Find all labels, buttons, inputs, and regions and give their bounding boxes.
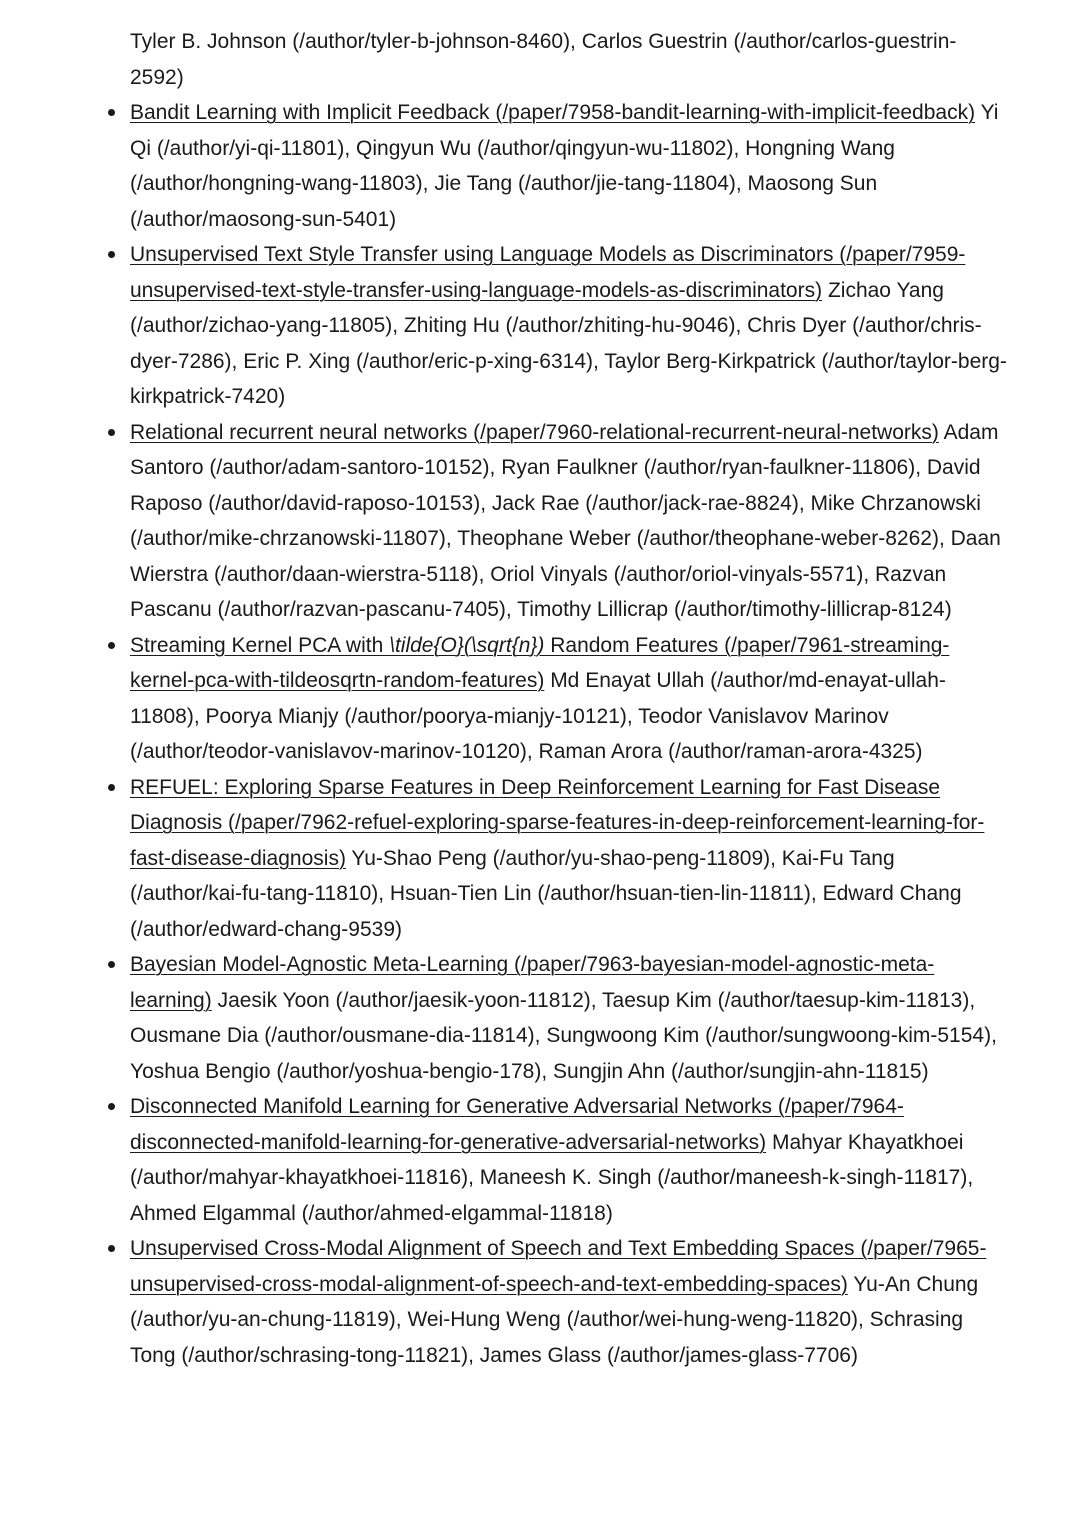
paper-link-suffix: Random Features (/paper/7961-streaming-kernel-pca-with-tildeosqrtn-random-features) bbox=[130, 633, 950, 692]
list-item bbox=[130, 237, 1010, 415]
bullet-icon bbox=[108, 429, 115, 436]
paper-link[interactable]: Relational recurrent neural networks (/paper/7960-relational-recurrent-neural-networks) bbox=[130, 420, 939, 444]
list-item bbox=[130, 415, 1010, 628]
paper-link[interactable]: REFUEL: Exploring Sparse Features in Deep Reinforcement Learning for Fast Disease Diagnosis (/paper/7962-refuel-exploring-sparse-features-in-deep-reinforcement-learning-for-fast-disease-diagnosis) bbox=[130, 775, 985, 870]
author-list: Yu-Shao Peng (/author/yu-shao-peng-11809), Kai-Fu Tang (/author/kai-fu-tang-11810), Hsuan-Tien Lin (/author/hsuan-tien-lin-11811), Edward Chang (/author/edward-chang-9539) bbox=[130, 846, 962, 941]
bullet-icon bbox=[108, 1103, 115, 1110]
author-list: Mahyar Khayatkhoei (/author/mahyar-khayatkhoei-11816), Maneesh K. Singh (/author/maneesh-k-singh-11817), Ahmed Elgammal (/author/ahmed-elgammal-11818) bbox=[130, 1130, 974, 1225]
list-item bbox=[130, 1231, 1010, 1373]
bullet-icon bbox=[108, 251, 115, 258]
bullet-icon bbox=[108, 961, 115, 968]
continued-author-list: Tyler B. Johnson (/author/tyler-b-johnson-8460), Carlos Guestrin (/author/carlos-guestrin-2592) bbox=[130, 30, 957, 89]
paper-link-prefix: Streaming Kernel PCA with bbox=[130, 633, 390, 657]
bullet-icon bbox=[108, 642, 115, 649]
author-list: Md Enayat Ullah (/author/md-enayat-ullah-11808), Poorya Mianjy (/author/poorya-mianjy-10121), Teodor Vanislavov Marinov (/author/teodor-vanislavov-marinov-10120), Raman Arora (/author/raman-arora-4325) bbox=[130, 669, 946, 763]
paper-link[interactable]: Bandit Learning with Implicit Feedback (/paper/7958-bandit-learning-with-implicit-feedback) bbox=[130, 101, 976, 124]
author-list: Adam Santoro (/author/adam-santoro-10152), Ryan Faulkner (/author/ryan-faulkner-11806), David Raposo (/author/david-raposo-10153), Jack Rae (/author/jack-rae-8824), Mike Chrzanowski (/author/mike-chrzanowski-11807), Theophane Weber (/author/theophane-weber-8262), Daan Wierstra (/author/daan-wierstra-5118), Oriol Vinyals (/author/oriol-vinyals-5571), Razvan Pascanu (/author/razvan-pascanu-7405), Timothy Lillicrap (/author/timothy-lillicrap-8124) bbox=[130, 420, 1001, 621]
bullet-icon bbox=[108, 784, 115, 791]
paper-link-math: \tilde{O}(\sqrt{n}) bbox=[389, 633, 545, 657]
paper-link[interactable]: Bayesian Model-Agnostic Meta-Learning (/paper/7963-bayesian-model-agnostic-meta-learning) bbox=[130, 953, 935, 1012]
paper-link[interactable]: Unsupervised Text Style Transfer using Language Models as Discriminators (/paper/7959-unsupervised-text-style-transfer-using-language-models-as-discriminators) bbox=[130, 243, 966, 302]
paper-link[interactable]: Disconnected Manifold Learning for Generative Adversarial Networks (/paper/7964-disconnected-manifold-learning-for-generative-adversarial-networks) bbox=[130, 1095, 904, 1154]
list-item bbox=[130, 947, 1010, 1089]
author-list: Zichao Yang (/author/zichao-yang-11805), Zhiting Hu (/author/zhiting-hu-9046), Chris Dyer (/author/chris-dyer-7286), Eric P. Xing (/author/eric-p-xing-6314), Taylor Berg-Kirkpatrick (/author/taylor-berg-kirkpatrick-7420) bbox=[130, 278, 1007, 408]
paper-link[interactable]: Unsupervised Cross-Modal Alignment of Speech and Text Embedding Spaces (/paper/7965-unsupervised-cross-modal-alignment-of-speech-and-text-embedding-spaces) bbox=[130, 1237, 987, 1296]
author-list: Yi Qi (/author/yi-qi-11801), Qingyun Wu (/author/qingyun-wu-11802), Hongning Wang (/author/hongning-wang-11803), Jie Tang (/author/jie-tang-11804), Maosong Sun (/author/maosong-sun-5401) bbox=[130, 101, 999, 231]
bullet-icon bbox=[108, 109, 115, 116]
list-item bbox=[130, 95, 1010, 237]
bullet-icon bbox=[108, 1245, 115, 1252]
list-item bbox=[130, 770, 1010, 948]
list-item bbox=[130, 1089, 1010, 1231]
list-item bbox=[130, 628, 1010, 770]
author-list: Jaesik Yoon (/author/jaesik-yoon-11812), Taesup Kim (/author/taesup-kim-11813), Ousmane Dia (/author/ousmane-dia-11814), Sungwoong Kim (/author/sungwoong-kim-5154), Yoshua Bengio (/author/yoshua-bengio-178), Sungjin Ahn (/author/sungjin-ahn-11815) bbox=[130, 988, 997, 1083]
paper-list bbox=[130, 95, 1010, 1373]
author-list: Yu-An Chung (/author/yu-an-chung-11819), Wei-Hung Weng (/author/wei-hung-weng-11820), Schrasing Tong (/author/schrasing-tong-11821), James Glass (/author/james-glass-7706) bbox=[130, 1272, 979, 1367]
